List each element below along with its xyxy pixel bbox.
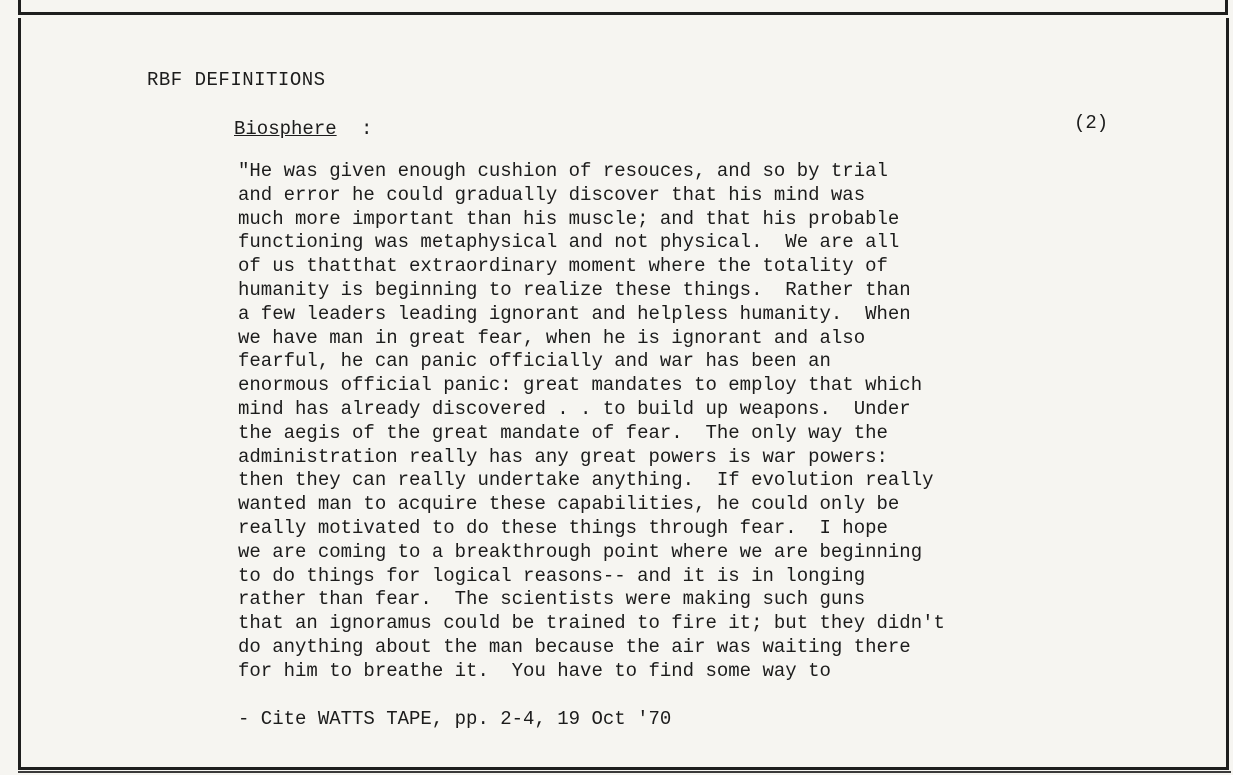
quote-line: to do things for logical reasons-- and it is in longing xyxy=(238,564,866,587)
quote-line: for him to breathe it. You have to find some way to xyxy=(238,659,831,682)
quote-line: the aegis of the great mandate of fear. The only way the xyxy=(238,421,888,444)
top-card-edge xyxy=(18,0,1228,15)
citation: - Cite WATTS TAPE, pp. 2-4, 19 Oct '70 xyxy=(238,708,672,730)
quote-line: administration really has any great powers is war powers: xyxy=(238,445,888,468)
quote-line: then they can really undertake anything. If evolution really xyxy=(238,469,934,492)
page-number: (2) xyxy=(1074,112,1109,134)
quote-line: that an ignoramus could be trained to fire it; but they didn't xyxy=(238,612,945,635)
bottom-rule xyxy=(18,771,1231,773)
quote-line: we are coming to a breakthrough point where we are beginning xyxy=(238,540,923,563)
definition-term: Biosphere xyxy=(234,118,337,140)
quote-line: humanity is beginning to realize these things. Rather than xyxy=(238,278,911,301)
quote-line: functioning was metaphysical and not physical. We are all xyxy=(238,231,900,254)
quote-line: of us thatthat extraordinary moment where the totality of xyxy=(238,255,888,278)
document-heading: RBF DEFINITIONS xyxy=(147,69,326,91)
quote-line: really motivated to do these things through fear. I hope xyxy=(238,516,888,539)
quote-line: mind has already discovered . . to build up weapons. Under xyxy=(238,397,911,420)
quote-body xyxy=(238,160,945,684)
quote-line: a few leaders leading ignorant and helpless humanity. When xyxy=(238,302,911,325)
quote-line: and error he could gradually discover that his mind was xyxy=(238,183,866,206)
quote-line: "He was given enough cushion of resouces, and so by trial xyxy=(238,160,888,182)
quote-line: much more important than his muscle; and that his probable xyxy=(238,207,900,230)
quote-line: do anything about the man because the air was waiting there xyxy=(238,635,911,658)
quote-line: wanted man to acquire these capabilities, he could only be xyxy=(238,493,900,516)
quote-line: rather than fear. The scientists were making such guns xyxy=(238,588,866,611)
definition-term-colon: : xyxy=(361,118,373,140)
quote-line: fearful, he can panic officially and war has been an xyxy=(238,350,831,373)
quote-line: we have man in great fear, when he is ignorant and also xyxy=(238,326,866,349)
quote-line: enormous official panic: great mandates to employ that which xyxy=(238,374,923,397)
